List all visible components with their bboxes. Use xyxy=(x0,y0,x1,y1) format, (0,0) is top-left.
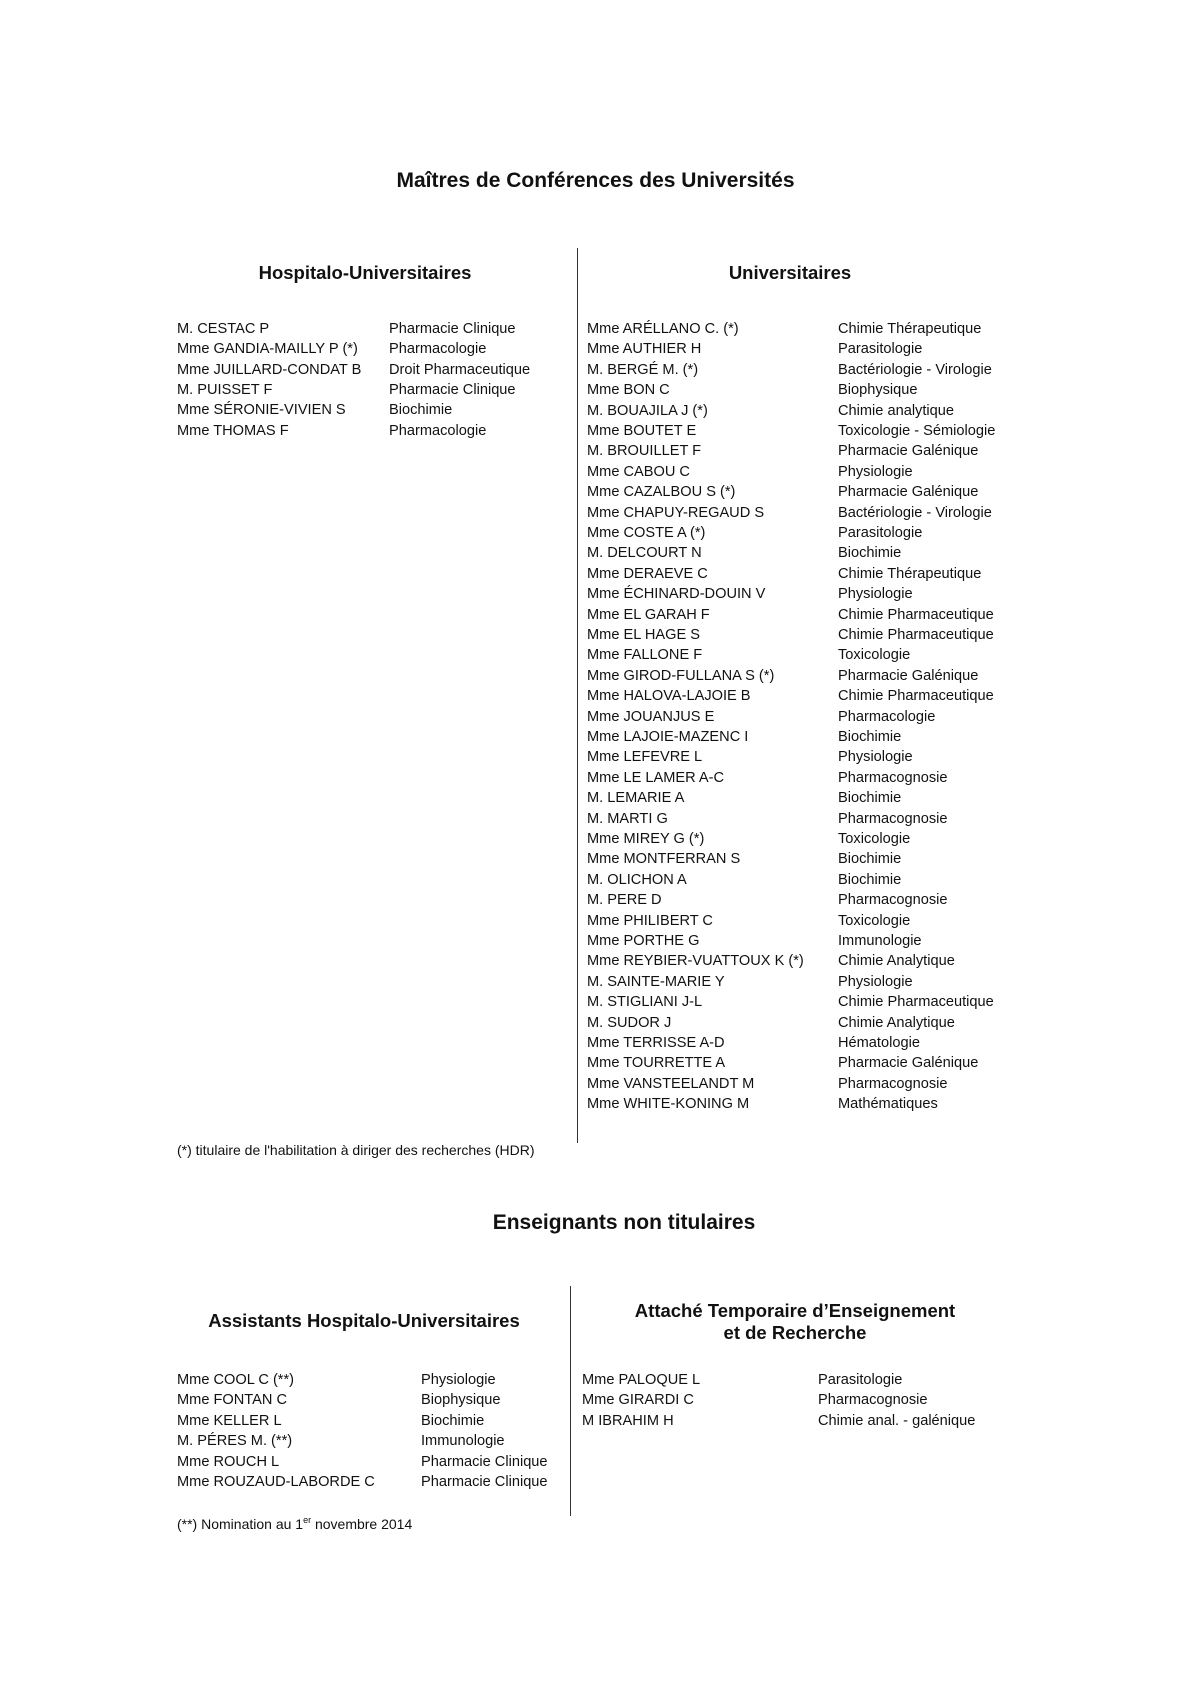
department: Biochimie xyxy=(838,545,902,562)
list-item xyxy=(587,870,1007,890)
footnote-hdr: (*) titulaire de l'habilitation à diriger des recherches (HDR) xyxy=(177,1142,535,1158)
person-name: Mme MONTFERRAN S xyxy=(587,851,741,868)
section-title-maitres: Maîtres de Conférences des Universités xyxy=(396,169,795,192)
list-item xyxy=(587,543,1007,563)
heading-ater xyxy=(580,1300,1010,1344)
department: Pharmacognosie xyxy=(818,1392,928,1409)
person-name: Mme ROUZAUD-LABORDE C xyxy=(177,1474,375,1490)
department: Pharmacognosie xyxy=(838,769,948,786)
list-item xyxy=(587,890,1007,910)
department: Toxicologie xyxy=(838,912,911,929)
list-item xyxy=(587,625,1007,645)
person-name: Mme THOMAS F xyxy=(177,422,289,439)
person-name: M. CESTAC P xyxy=(177,321,270,337)
list-item xyxy=(587,564,1007,584)
person-name: M. LEMARIE A xyxy=(587,790,685,807)
person-name: Mme BOUTET E xyxy=(587,423,697,439)
department: Toxicologie xyxy=(838,831,911,847)
person-name: Mme REYBIER-VUATTOUX K (*) xyxy=(587,953,804,970)
list-item xyxy=(587,849,1007,869)
person-name: Mme FONTAN C xyxy=(177,1392,287,1409)
list-item xyxy=(177,360,557,380)
list-item xyxy=(587,972,1007,992)
department: Parasitologie xyxy=(838,341,923,358)
department: Droit Pharmaceutique xyxy=(389,361,531,378)
list-item xyxy=(587,1033,1007,1053)
list-item xyxy=(587,788,1007,808)
heading-hospitalo-universitaires: Hospitalo-Universitaires xyxy=(258,262,472,283)
person-name: Mme CABOU C xyxy=(587,463,690,480)
department: Pharmacie Galénique xyxy=(838,667,979,684)
person-name: Mme AUTHIER H xyxy=(587,341,702,358)
list-item xyxy=(177,1452,557,1472)
department: Physiologie xyxy=(421,1372,496,1388)
list-item xyxy=(587,1094,1007,1114)
list-item xyxy=(587,1053,1007,1073)
person-name: Mme PORTHE G xyxy=(587,933,700,949)
person-name: M. DELCOURT N xyxy=(587,545,702,562)
department: Toxicologie - Sémiologie xyxy=(838,423,996,439)
column-divider-2 xyxy=(570,1286,571,1516)
list-item xyxy=(582,1390,1002,1410)
list-item xyxy=(587,339,1007,359)
list-item xyxy=(587,1074,1007,1094)
department: Toxicologie xyxy=(838,647,911,664)
list-item xyxy=(177,380,557,400)
list-item xyxy=(587,421,1007,441)
list-item xyxy=(582,1370,1002,1390)
department: Hématologie xyxy=(838,1035,920,1051)
person-name: M. OLICHON A xyxy=(587,871,687,888)
list-item xyxy=(587,523,1007,543)
list-item xyxy=(177,1370,557,1390)
footnote-nomination-text: (**) Nomination au 1 xyxy=(177,1516,304,1532)
department: Pharmacognosie xyxy=(838,1075,948,1092)
section-title-enseignants: Enseignants non titulaires xyxy=(492,1211,756,1234)
department: Immunologie xyxy=(838,933,922,949)
person-name: Mme GIROD-FULLANA S (*) xyxy=(587,667,775,684)
list-item xyxy=(587,401,1007,421)
department: Parasitologie xyxy=(818,1372,903,1388)
list-item xyxy=(587,482,1007,502)
department: Bactériologie - Virologie xyxy=(838,504,992,521)
person-name: M IBRAHIM H xyxy=(582,1412,674,1429)
list-item xyxy=(177,1472,557,1492)
department: Chimie Pharmaceutique xyxy=(838,994,994,1011)
department: Chimie Analytique xyxy=(838,953,955,970)
department: Physiologie xyxy=(838,463,913,480)
person-name: Mme PALOQUE L xyxy=(582,1372,701,1388)
heading-universitaires: Universitaires xyxy=(728,262,852,283)
department: Pharmacie Clinique xyxy=(421,1474,548,1490)
list-item xyxy=(177,400,557,420)
department: Pharmacie Galénique xyxy=(838,443,979,460)
person-name: Mme TOURRETTE A xyxy=(587,1055,726,1072)
list-item xyxy=(587,747,1007,767)
list-item xyxy=(177,1431,557,1451)
person-name: Mme KELLER L xyxy=(177,1412,282,1429)
list-item xyxy=(587,441,1007,461)
list-item xyxy=(587,992,1007,1012)
list-item xyxy=(587,605,1007,625)
list-item xyxy=(587,707,1007,727)
list-item xyxy=(587,768,1007,788)
department: Chimie Thérapeutique xyxy=(838,565,982,582)
department: Chimie Analytique xyxy=(838,1014,955,1031)
heading-assistants-hu: Assistants Hospitalo-Universitaires xyxy=(208,1310,520,1331)
list-item xyxy=(587,666,1007,686)
person-name: Mme JOUANJUS E xyxy=(587,708,715,725)
person-name: Mme BON C xyxy=(587,382,670,399)
list-item xyxy=(177,319,557,339)
department: Biophysique xyxy=(421,1392,501,1409)
department: Pharmacologie xyxy=(389,422,487,439)
department: Chimie Pharmaceutique xyxy=(838,627,994,643)
department: Chimie Pharmaceutique xyxy=(838,606,994,623)
list-item xyxy=(587,1013,1007,1033)
department: Pharmacologie xyxy=(389,341,487,358)
list-item xyxy=(177,339,557,359)
person-name: M. PÉRES M. (**) xyxy=(177,1433,293,1450)
person-name: Mme ARÉLLANO C. (*) xyxy=(587,321,739,337)
list-item xyxy=(587,727,1007,747)
department: Pharmacie Galénique xyxy=(838,1055,979,1072)
list-item xyxy=(587,911,1007,931)
person-name: Mme LAJOIE-MAZENC I xyxy=(587,729,749,745)
list-item xyxy=(587,503,1007,523)
department: Bactériologie - Virologie xyxy=(838,361,992,378)
department: Physiologie xyxy=(838,586,913,603)
list-item xyxy=(587,931,1007,951)
department: Parasitologie xyxy=(838,525,923,541)
person-name: Mme COOL C (**) xyxy=(177,1372,295,1388)
person-name: Mme MIREY G (*) xyxy=(587,831,705,847)
department: Pharmacognosie xyxy=(838,810,948,827)
person-name: Mme CHAPUY-REGAUD S xyxy=(587,504,765,521)
department: Pharmacognosie xyxy=(838,892,948,909)
department: Biochimie xyxy=(389,402,453,419)
person-name: M. MARTI G xyxy=(587,810,668,827)
list-item xyxy=(587,829,1007,849)
list-item xyxy=(177,421,557,441)
person-name: Mme WHITE-KONING M xyxy=(587,1096,750,1113)
person-name: M. PERE D xyxy=(587,892,662,909)
person-name: Mme COSTE A (*) xyxy=(587,525,706,541)
department: Biophysique xyxy=(838,382,918,399)
list-item xyxy=(587,462,1007,482)
person-name: Mme EL HAGE S xyxy=(587,627,700,643)
department: Pharmacologie xyxy=(838,708,936,725)
department: Physiologie xyxy=(838,973,913,990)
department: Chimie analytique xyxy=(838,402,955,419)
person-name: M. SUDOR J xyxy=(587,1014,672,1031)
person-name: Mme HALOVA-LAJOIE B xyxy=(587,688,751,705)
department: Biochimie xyxy=(838,729,902,745)
department: Biochimie xyxy=(838,851,902,868)
person-name: Mme LEFEVRE L xyxy=(587,749,703,766)
person-name: Mme DERAEVE C xyxy=(587,565,708,582)
department: Immunologie xyxy=(421,1433,505,1450)
list-item xyxy=(587,809,1007,829)
heading-ater-line1: Attaché Temporaire d’Enseignement xyxy=(634,1300,956,1321)
person-name: Mme SÉRONIE-VIVIEN S xyxy=(177,402,346,419)
person-name: Mme JUILLARD-CONDAT B xyxy=(177,361,362,378)
person-name: M. STIGLIANI J-L xyxy=(587,994,703,1011)
person-name: Mme LE LAMER A-C xyxy=(587,769,725,786)
list-item xyxy=(587,360,1007,380)
list-item xyxy=(587,380,1007,400)
list-item xyxy=(587,951,1007,971)
department: Biochimie xyxy=(838,871,902,888)
list-item xyxy=(582,1411,1002,1431)
department: Chimie anal. - galénique xyxy=(818,1412,976,1429)
person-name: Mme FALLONE F xyxy=(587,647,703,664)
person-name: Mme VANSTEELANDT M xyxy=(587,1075,755,1092)
person-name: Mme CAZALBOU S (*) xyxy=(587,484,736,501)
footnote-nomination xyxy=(177,1516,412,1532)
column-divider xyxy=(577,248,578,1143)
person-name: Mme ROUCH L xyxy=(177,1453,280,1470)
heading-ater-line2: et de Recherche xyxy=(723,1322,867,1343)
person-name: M. PUISSET F xyxy=(177,381,273,398)
footnote-nomination-date: novembre 2014 xyxy=(311,1516,413,1532)
department: Pharmacie Clinique xyxy=(421,1453,548,1470)
person-name: M. BERGÉ M. (*) xyxy=(587,361,699,378)
department: Pharmacie Clinique xyxy=(389,381,516,398)
person-name: Mme PHILIBERT C xyxy=(587,912,713,929)
department: Mathématiques xyxy=(838,1096,938,1113)
list-item xyxy=(587,645,1007,665)
person-name: Mme ÉCHINARD-DOUIN V xyxy=(587,586,766,603)
list-item xyxy=(177,1411,557,1431)
person-name: Mme GANDIA-MAILLY P (*) xyxy=(177,341,358,358)
footnote-nomination-sup: er xyxy=(303,1515,312,1525)
department: Biochimie xyxy=(838,790,902,807)
list-item xyxy=(587,686,1007,706)
department: Chimie Pharmaceutique xyxy=(838,688,994,705)
department: Pharmacie Clinique xyxy=(389,321,516,337)
person-name: Mme TERRISSE A-D xyxy=(587,1035,725,1051)
person-name: Mme EL GARAH F xyxy=(587,606,710,623)
person-name: M. BOUAJILA J (*) xyxy=(587,402,708,419)
department: Physiologie xyxy=(838,749,913,766)
department: Biochimie xyxy=(421,1412,485,1429)
list-item xyxy=(587,319,1007,339)
department: Pharmacie Galénique xyxy=(838,484,979,501)
person-name: M. SAINTE-MARIE Y xyxy=(587,973,725,990)
person-name: Mme GIRARDI C xyxy=(582,1392,694,1409)
list-item xyxy=(177,1390,557,1410)
person-name: M. BROUILLET F xyxy=(587,443,702,460)
list-item xyxy=(587,584,1007,604)
department: Chimie Thérapeutique xyxy=(838,321,982,337)
